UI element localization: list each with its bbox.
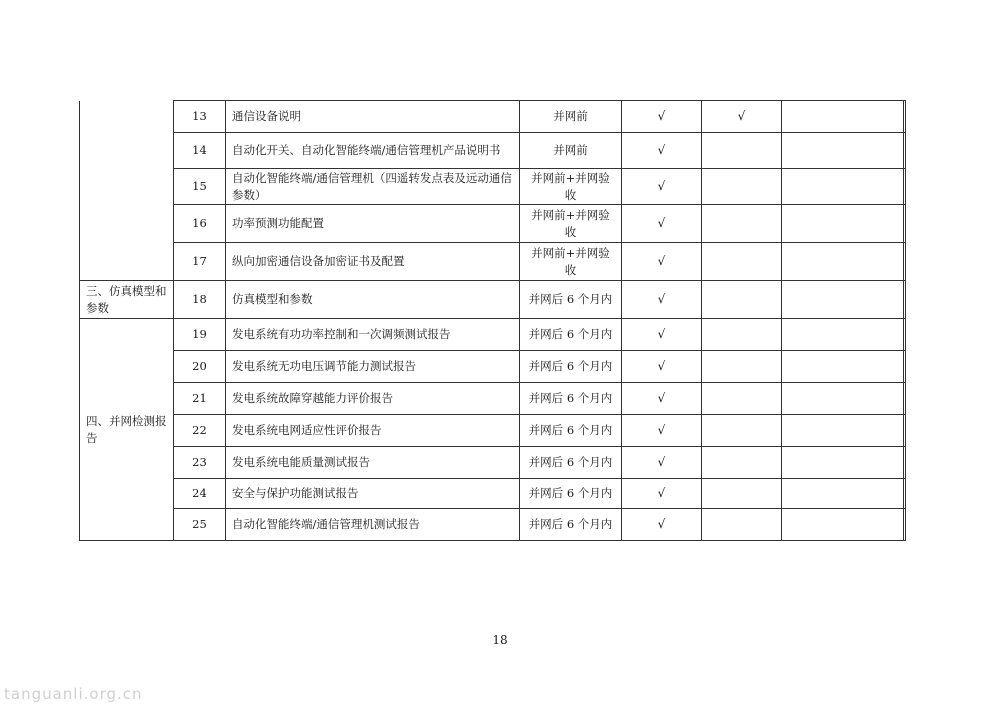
check-mark (702, 479, 782, 509)
blank-cell (782, 447, 906, 479)
submit-time: 并网前+并网验收 (520, 243, 622, 281)
row-number: 23 (174, 447, 226, 479)
check-mark: √ (622, 447, 702, 479)
table-row (80, 509, 906, 541)
submit-time: 并网后 6 个月内 (520, 319, 622, 351)
submit-time: 并网前+并网验收 (520, 169, 622, 205)
submit-time: 并网后 6 个月内 (520, 509, 622, 541)
check-mark (702, 319, 782, 351)
item-name: 自动化智能终端/通信管理机（四遥转发点表及远动通信参数） (226, 169, 520, 205)
row-number: 20 (174, 351, 226, 383)
check-mark (702, 205, 782, 243)
row-number: 22 (174, 415, 226, 447)
submit-time: 并网前 (520, 101, 622, 133)
document-table (79, 100, 906, 541)
check-mark (702, 447, 782, 479)
submit-time: 并网前+并网验收 (520, 205, 622, 243)
table-row (80, 383, 906, 415)
check-mark (702, 351, 782, 383)
table-row (80, 281, 906, 319)
item-name: 自动化智能终端/通信管理机测试报告 (226, 509, 520, 541)
table-border-line (903, 100, 904, 540)
row-number: 14 (174, 133, 226, 169)
table-row (80, 205, 906, 243)
page-number: 18 (492, 633, 508, 647)
category-cell-empty (80, 101, 174, 281)
item-name: 安全与保护功能测试报告 (226, 479, 520, 509)
check-mark (702, 169, 782, 205)
row-number: 18 (174, 281, 226, 319)
check-mark: √ (622, 169, 702, 205)
submit-time: 并网后 6 个月内 (520, 415, 622, 447)
submit-time: 并网后 6 个月内 (520, 447, 622, 479)
check-mark: √ (622, 243, 702, 281)
item-name: 发电系统电网适应性评价报告 (226, 415, 520, 447)
check-mark: √ (702, 101, 782, 133)
check-mark (702, 415, 782, 447)
item-name: 通信设备说明 (226, 101, 520, 133)
row-number: 21 (174, 383, 226, 415)
blank-cell (782, 281, 906, 319)
check-mark: √ (622, 509, 702, 541)
blank-cell (782, 479, 906, 509)
watermark: tanguanli.org.cn (4, 685, 143, 703)
item-name: 发电系统有功功率控制和一次调频测试报告 (226, 319, 520, 351)
blank-cell (782, 383, 906, 415)
submit-time: 并网后 6 个月内 (520, 281, 622, 319)
blank-cell (782, 133, 906, 169)
submit-time: 并网后 6 个月内 (520, 383, 622, 415)
table-row (80, 479, 906, 509)
table-row (80, 415, 906, 447)
table-row (80, 169, 906, 205)
table-row (80, 243, 906, 281)
submit-time: 并网前 (520, 133, 622, 169)
check-mark (702, 133, 782, 169)
item-name: 发电系统无功电压调节能力测试报告 (226, 351, 520, 383)
row-number: 17 (174, 243, 226, 281)
row-number: 13 (174, 101, 226, 133)
table-row (80, 447, 906, 479)
blank-cell (782, 351, 906, 383)
check-mark (702, 383, 782, 415)
check-mark: √ (622, 205, 702, 243)
item-name: 自动化开关、自动化智能终端/通信管理机产品说明书 (226, 133, 520, 169)
row-number: 24 (174, 479, 226, 509)
check-mark: √ (622, 101, 702, 133)
table-row (80, 133, 906, 169)
row-number: 25 (174, 509, 226, 541)
item-name: 功率预测功能配置 (226, 205, 520, 243)
check-mark: √ (622, 281, 702, 319)
blank-cell (782, 169, 906, 205)
blank-cell (782, 415, 906, 447)
check-mark: √ (622, 351, 702, 383)
check-mark: √ (622, 415, 702, 447)
check-mark: √ (622, 319, 702, 351)
blank-cell (782, 243, 906, 281)
table-row (80, 319, 906, 351)
submit-time: 并网后 6 个月内 (520, 351, 622, 383)
category-simulation: 三、仿真模型和参数 (80, 281, 174, 319)
blank-cell (782, 319, 906, 351)
row-number: 19 (174, 319, 226, 351)
row-number: 15 (174, 169, 226, 205)
check-mark: √ (622, 133, 702, 169)
blank-cell (782, 509, 906, 541)
table-row (80, 101, 906, 133)
table-row (80, 351, 906, 383)
blank-cell (782, 101, 906, 133)
row-number: 16 (174, 205, 226, 243)
item-name: 发电系统电能质量测试报告 (226, 447, 520, 479)
item-name: 发电系统故障穿越能力评价报告 (226, 383, 520, 415)
check-mark: √ (622, 479, 702, 509)
submit-time: 并网后 6 个月内 (520, 479, 622, 509)
check-mark: √ (622, 383, 702, 415)
category-grid-test: 四、并网检测报告 (80, 319, 174, 541)
item-name: 纵向加密通信设备加密证书及配置 (226, 243, 520, 281)
check-mark (702, 243, 782, 281)
item-name: 仿真模型和参数 (226, 281, 520, 319)
blank-cell (782, 205, 906, 243)
check-mark (702, 281, 782, 319)
check-mark (702, 509, 782, 541)
